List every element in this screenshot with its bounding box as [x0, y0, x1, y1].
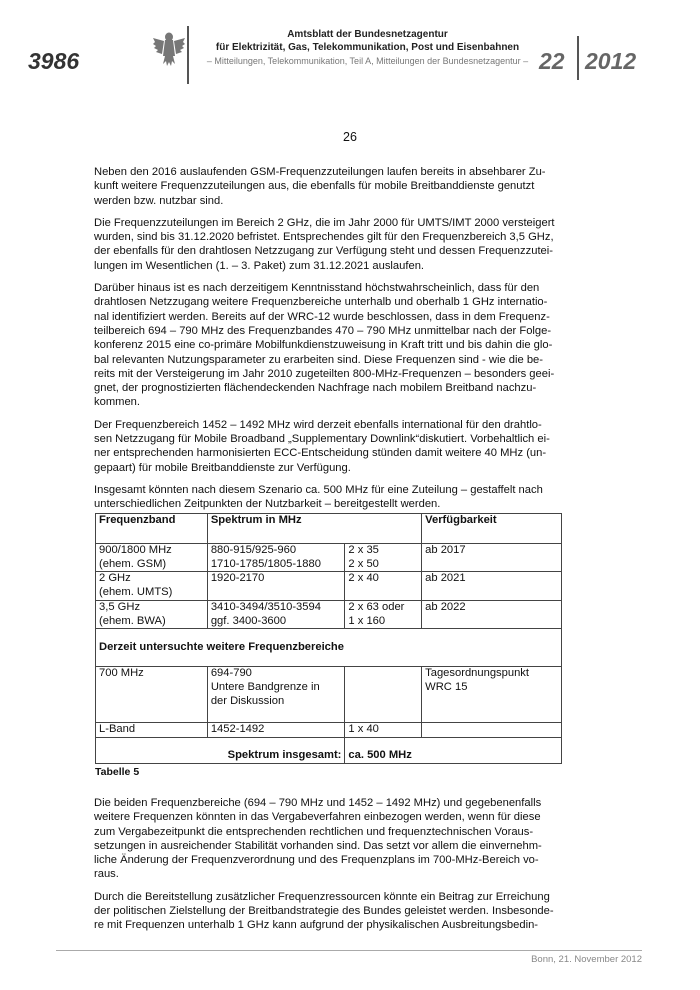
text-line: sen Netzzugang für Mobile Broadband „Supplementary Downlink“diskutiert. Vorbehaltlich ei- [94, 433, 550, 446]
table-row [96, 572, 562, 600]
text-line: drahtlosen Netzzugang weitere Frequenzbereiche unterhalb und oberhalb 1 GHz internatio- [94, 296, 548, 309]
text-line: zum Vergabezeitpunkt die entsprechenden rechtlichen und frequenztechnischen Voraus- [94, 825, 534, 838]
table-caption: Tabelle 5 [95, 766, 140, 778]
cell-text: Untere Bandgrenze in [210, 680, 320, 693]
body-text-bottom [94, 796, 574, 941]
cell-text: 1 x 40 [348, 723, 379, 736]
text-line: Darüber hinaus ist es nach derzeitigem Kenntnisstand höchstwahrscheinlich, dass für den [94, 282, 540, 295]
header-frequenzband: Frequenzband [96, 514, 208, 544]
table-cell [345, 544, 422, 572]
footer-rule [56, 950, 642, 951]
table-cell [207, 723, 345, 738]
text-line: weitere Frequenzen könnten in das Vergabeverfahren einbezogen werden, wenn für diese [94, 811, 541, 824]
cell-text: 694-790 [210, 667, 252, 680]
table-cell [207, 544, 345, 572]
header-title-line2: für Elektrizität, Gas, Telekommunikation, Post und Eisenbahnen [215, 41, 520, 53]
text-line: teilbereich 694 – 790 MHz des Frequenzbandes 470 – 790 MHz unmittelbar nach der Folge- [94, 324, 552, 337]
table-row [96, 600, 562, 628]
cell-text: ab 2022 [425, 600, 466, 613]
table-cell [207, 572, 345, 600]
text-line: bal relevanten Nutzungsparameter zu erarbeiten sind. Diese Frequenzen sind - wie die be- [94, 353, 543, 366]
text-line: liche Änderung der Frequenzverordnung und des Frequenzplans im 700-MHz-Bereich vo- [94, 854, 539, 867]
total-label: Spektrum insgesamt: [96, 737, 345, 763]
paragraph-1 [94, 165, 574, 208]
table-section-heading: Derzeit untersuchte weitere Frequenzbereiche [96, 629, 562, 667]
text-line: Durch die Bereitstellung zusätzlicher Frequenzressourcen könnte ein Beitrag zur Erreichung [94, 890, 550, 903]
paragraph-2 [94, 216, 574, 273]
paragraph-3 [94, 281, 574, 410]
text-line: ner entsprechenden harmonisierten ECC-Entscheidung stünden damit weitere 40 MHz (un- [94, 447, 547, 460]
table-cell [422, 544, 562, 572]
table-cell [345, 723, 422, 738]
text-line: setzungen in ausreichender Stabilität vorhanden sind. Das setzt vor allem die einvernehm- [94, 839, 542, 852]
frequency-table [95, 513, 562, 764]
table-row [96, 544, 562, 572]
cell-text: ggf. 3400-3600 [210, 614, 287, 627]
header-spektrum: Spektrum in MHz [207, 514, 421, 544]
paragraph-6 [94, 796, 574, 882]
table-row [96, 667, 562, 723]
text-line: raus. [94, 868, 119, 881]
text-line: wurden, sind bis 31.12.2020 befristet. Entsprechendes gilt für den Frequenzbereich 3,5 GHz, [94, 231, 554, 244]
table-section-row [96, 629, 562, 667]
text-line: konferenz 2015 eine co-primäre Mobilfunkdienstzuweisung in Kraft tritt und bis dahin die glo- [94, 339, 553, 352]
text-line: der ebenfalls für den drahtlosen Netzzugang zur Verfügung steht und dessen Frequenzzutei- [94, 245, 553, 258]
cell-text: 1710-1785/1805-1880 [210, 557, 321, 570]
issue-year: 2012 [585, 48, 637, 74]
header-title-line1: Amtsblatt der Bundesnetzagentur [287, 29, 448, 40]
text-line: gnet, der prognostizierten flächendeckenden Nachfrage nach mobilem Breitband nachzu- [94, 382, 537, 395]
cell-text: WRC 15 [425, 680, 468, 693]
text-line: kommen. [94, 396, 141, 409]
table-cell [96, 572, 208, 600]
paragraph-5 [94, 483, 574, 512]
paragraph-7 [94, 890, 574, 933]
text-line: reits mit der Versteigerung im Jahr 2010 zugeteilten 800-MHz-Frequenzen – besonders geei- [94, 367, 555, 380]
cell-text: der Diskussion [210, 694, 285, 707]
issue-number: 22 [539, 48, 565, 74]
cell-text: (ehem. UMTS) [99, 586, 173, 599]
cell-text: 900/1800 MHz [99, 544, 172, 556]
text-line: Neben den 2016 auslaufenden GSM-Frequenzzuteilungen laufen bereits in absehbarer Zu- [94, 166, 546, 178]
cell-text: 700 MHz [99, 667, 144, 680]
cell-text: 2 x 50 [348, 557, 379, 570]
cell-text: 880-915/925-960 [210, 544, 297, 556]
cell-text: 1 x 160 [348, 614, 386, 627]
table-cell [422, 723, 562, 738]
cell-text: Tagesordnungspunkt [425, 667, 530, 680]
text-line: Die Frequenzzuteilungen im Bereich 2 GHz, die im Jahr 2000 für UMTS/IMT 2000 versteigert [94, 216, 555, 229]
cell-text: ab 2021 [425, 572, 466, 585]
cell-text: 3,5 GHz [99, 600, 141, 613]
table-cell [96, 600, 208, 628]
table-cell [345, 572, 422, 600]
table-cell [422, 600, 562, 628]
cell-text: 1452-1492 [210, 723, 265, 736]
table-total-row [96, 737, 562, 763]
cell-text: ab 2017 [425, 544, 466, 556]
text-line: Die beiden Frequenzbereiche (694 – 790 MHz und 1452 – 1492 MHz) und gegebenenfalls [94, 797, 542, 809]
table-header-row [96, 514, 562, 544]
cell-text: 2 x 63 oder [348, 600, 405, 613]
table-cell [96, 544, 208, 572]
cell-text: (ehem. GSM) [99, 557, 167, 570]
header-subtitle: – Mitteilungen, Telekommunikation, Teil A, Mitteilungen der Bundesnetzagentur – [206, 56, 529, 66]
cell-text: 1920-2170 [210, 572, 265, 585]
table-cell [422, 572, 562, 600]
header-title [195, 29, 540, 54]
text-line: nal identifiziert werden. Bereits auf der WRC-12 wurde beschlossen, dass in dem Frequenz- [94, 310, 550, 323]
document-page-number: 26 [343, 130, 357, 144]
table-cell [345, 667, 422, 723]
paragraph-4 [94, 418, 574, 475]
text-line: unterschiedlichen Zeitpunkten der Nutzbarkeit – bereitgestellt werden. [94, 498, 441, 511]
cell-text: 3410-3494/3510-3594 [210, 600, 321, 613]
cell-text: 2 GHz [99, 572, 131, 585]
text-line: Insgesamt könnten nach diesem Szenario ca. 500 MHz für eine Zuteilung – gestaffelt nach [94, 483, 543, 496]
page-number-left: 3986 [28, 48, 80, 74]
table-cell [207, 667, 345, 723]
cell-text: 2 x 35 [348, 544, 379, 556]
table-row [96, 723, 562, 738]
text-line: werden bzw. nutzbar sind. [94, 194, 224, 207]
header-rule-left [187, 26, 189, 84]
federal-eagle-icon [152, 30, 186, 68]
header-rule-right [577, 36, 579, 80]
table-cell [96, 723, 208, 738]
text-line: re mit Frequenzen unterhalb 1 GHz kann aufgrund der physikalischen Ausbreitungsbedin- [94, 919, 539, 932]
text-line: der politischen Zielstellung der Breitbandstrategie des Bundes geleistet werden. Insbesonde- [94, 905, 554, 918]
total-value: ca. 500 MHz [345, 737, 562, 763]
cell-text: L-Band [99, 723, 136, 736]
cell-text: (ehem. BWA) [99, 614, 166, 627]
text-line: Der Frequenzbereich 1452 – 1492 MHz wird derzeit ebenfalls international für den drahtlo- [94, 418, 542, 431]
table-cell [422, 667, 562, 723]
text-line: kunft weitere Frequenzzuteilungen aus, die ebenfalls für mobile Breitbanddienste genutzt [94, 180, 535, 193]
header-verfuegbarkeit: Verfügbarkeit [422, 514, 562, 544]
cell-text: 2 x 40 [348, 572, 379, 585]
footer-date: Bonn, 21. November 2012 [531, 954, 642, 965]
table-cell [207, 600, 345, 628]
body-text-top [94, 165, 574, 520]
table-cell [345, 600, 422, 628]
table-cell [96, 667, 208, 723]
text-line: lungen im Wesentlichen (1. – 3. Paket) zum 31.12.2021 auslaufen. [94, 259, 425, 272]
text-line: gepaart) für mobile Breitbanddienste zur Verfügung. [94, 461, 351, 474]
